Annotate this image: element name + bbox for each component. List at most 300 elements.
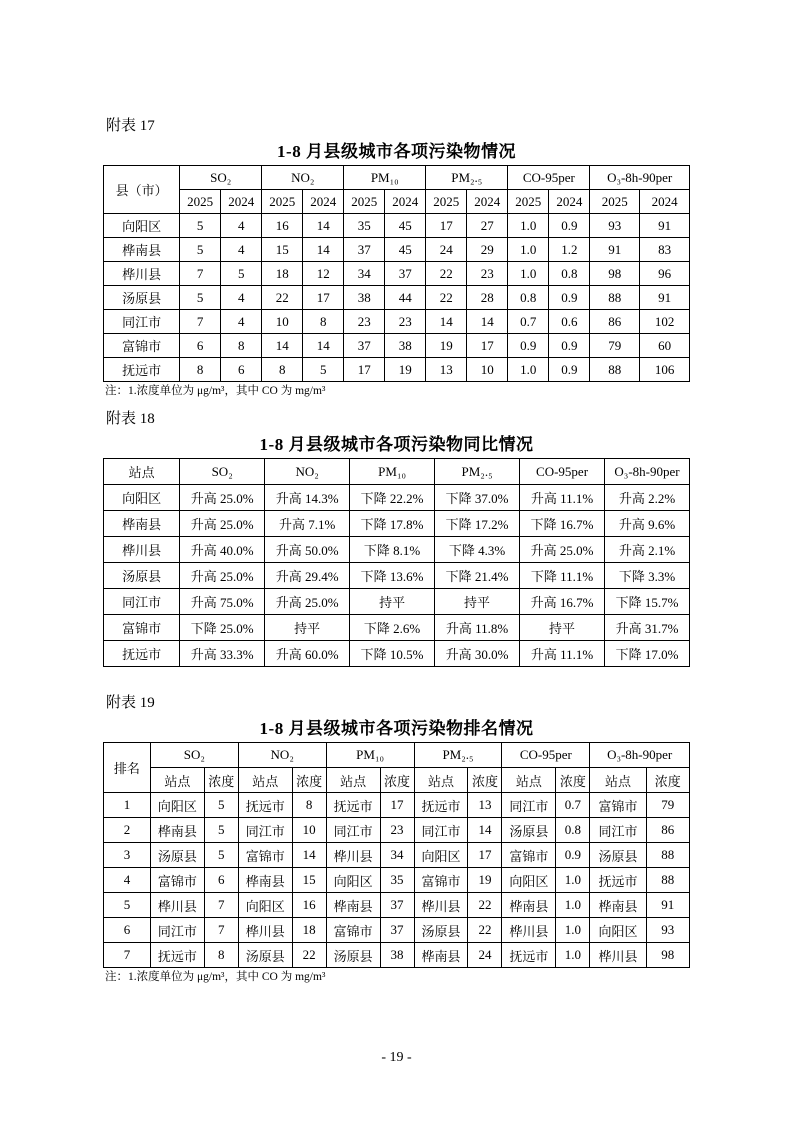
table-row [104,843,690,868]
year-header-cell: 2025 [508,190,549,214]
table-cell: 桦川县 [502,918,556,943]
table-row [104,214,690,238]
table-cell: 18 [292,918,326,943]
table-cell: 升高 2.2% [605,485,690,511]
pollutant-header-cell: PM₂.₅ [414,743,502,768]
year-header-cell: 2025 [426,190,467,214]
table-cell: 35 [344,214,385,238]
table-cell: 106 [640,358,690,382]
table-row [104,563,690,589]
table-cell: 93 [646,918,689,943]
table-cell: 汤原县 [502,818,556,843]
table-cell: 6 [221,358,262,382]
yoy-comparison-table [103,458,690,667]
table-cell: 24 [468,943,502,968]
station-header-cell: 站点 [414,768,468,793]
table-cell: 抚远市 [414,793,468,818]
table-cell: 汤原县 [414,918,468,943]
table-cell: 向阳区 [150,793,204,818]
table-cell: 0.9 [508,334,549,358]
table-cell: 7 [204,918,238,943]
table-row [104,943,690,968]
table-cell: 5 [204,818,238,843]
table-cell: 35 [380,868,414,893]
table-cell: 18 [262,262,303,286]
rank-cell: 4 [104,868,151,893]
table-cell: 桦南县 [414,943,468,968]
table-cell: 抚远市 [150,943,204,968]
table-cell: 升高 50.0% [265,537,350,563]
table-cell: 抚远市 [590,868,646,893]
table-cell: 6 [180,334,221,358]
table-cell: 5 [180,286,221,310]
table-cell: 28 [467,286,508,310]
table-cell: 汤原县 [326,943,380,968]
table-row [104,358,690,382]
table-cell: 98 [646,943,689,968]
pollutant-header-cell: CO-95per [508,166,590,190]
table-cell: 88 [590,358,640,382]
table-row [104,537,690,563]
rank-cell: 2 [104,818,151,843]
table-cell: 升高 25.0% [265,589,350,615]
table-cell: 5 [221,262,262,286]
pollutant-header-cell: CO-95per [502,743,590,768]
table-cell: 10 [262,310,303,334]
table-cell: 34 [344,262,385,286]
table-cell: 同江市 [238,818,292,843]
table-cell: 升高 30.0% [435,641,520,667]
table-cell: 汤原县 [150,843,204,868]
table-cell: 23 [467,262,508,286]
table-cell: 0.9 [549,358,590,382]
rank-cell: 3 [104,843,151,868]
table-cell: 19 [426,334,467,358]
station-header-cell: 站点 [502,768,556,793]
table-cell: 4 [221,238,262,262]
table-cell: 14 [426,310,467,334]
table-row [104,485,690,511]
station-header-cell: 站点 [150,768,204,793]
table-cell: 升高 25.0% [520,537,605,563]
table-cell: 下降 25.0% [180,615,265,641]
table-cell: 8 [262,358,303,382]
table-cell: 升高 11.8% [435,615,520,641]
table-19-label: 附表 19 [106,695,155,711]
table-cell: 升高 11.1% [520,485,605,511]
table-cell: 升高 40.0% [180,537,265,563]
table-cell: 富锦市 [590,793,646,818]
table-cell: 5 [180,214,221,238]
table-cell: 0.8 [508,286,549,310]
table-cell: 同江市 [326,818,380,843]
table-cell: 83 [640,238,690,262]
table-cell: 下降 22.2% [350,485,435,511]
table-cell: 升高 33.3% [180,641,265,667]
table-cell: 桦南县 [150,818,204,843]
pollutant-header-cell: O₃-8h-90per [605,459,690,485]
rank-cell: 5 [104,893,151,918]
table-subheader-row [104,190,690,214]
row-header-cell: 抚远市 [104,641,180,667]
table-cell: 抚远市 [326,793,380,818]
pollutant-header-cell: SO₂ [180,459,265,485]
table-cell: 0.7 [556,793,590,818]
table-cell: 13 [468,793,502,818]
table-cell: 升高 25.0% [180,485,265,511]
year-header-cell: 2025 [344,190,385,214]
table-row [104,868,690,893]
table-cell: 下降 13.6% [350,563,435,589]
table-cell: 16 [262,214,303,238]
table-row [104,918,690,943]
pollutant-levels-table [103,165,690,382]
table-cell: 0.9 [549,214,590,238]
table-cell: 38 [344,286,385,310]
table-18-title: 1-8 月县级城市各项污染物同比情况 [259,435,534,454]
table-row [104,286,690,310]
table-row [104,893,690,918]
table-17-title: 1-8 月县级城市各项污染物情况 [277,142,516,161]
table-cell: 22 [262,286,303,310]
year-header-cell: 2024 [385,190,426,214]
table-cell: 升高 11.1% [520,641,605,667]
table-cell: 34 [380,843,414,868]
table-cell: 45 [385,238,426,262]
table-cell: 14 [262,334,303,358]
table-cell: 升高 25.0% [180,511,265,537]
table-cell: 下降 17.0% [605,641,690,667]
table-cell: 17 [303,286,344,310]
table-cell: 8 [204,943,238,968]
table-cell: 14 [303,238,344,262]
row-header-cell: 同江市 [104,589,180,615]
table-cell: 1.0 [508,358,549,382]
table-cell: 同江市 [502,793,556,818]
pollutant-header-cell: O₃-8h-90per [590,743,690,768]
table-cell: 19 [385,358,426,382]
table-cell: 10 [467,358,508,382]
rank-cell: 7 [104,943,151,968]
table-row [104,334,690,358]
table-cell: 升高 14.3% [265,485,350,511]
pollutant-header-cell: PM₁₀ [350,459,435,485]
pollutant-header-cell: PM₁₀ [326,743,414,768]
table-row [104,615,690,641]
table-cell: 0.9 [556,843,590,868]
rank-cell: 6 [104,918,151,943]
table-cell: 升高 9.6% [605,511,690,537]
table-17-label: 附表 17 [106,118,155,134]
table-row [104,641,690,667]
table-cell: 27 [467,214,508,238]
year-header-cell: 2024 [467,190,508,214]
row-header-cell: 富锦市 [104,615,180,641]
table-cell: 桦川县 [326,843,380,868]
table-cell: 17 [344,358,385,382]
table-cell: 79 [646,793,689,818]
year-header-cell: 2025 [180,190,221,214]
section-table-17 [103,116,690,399]
table-cell: 1.0 [556,918,590,943]
table-row [104,262,690,286]
table-cell: 60 [640,334,690,358]
concentration-header-cell: 浓度 [380,768,414,793]
table-cell: 14 [292,843,326,868]
table-cell: 下降 17.8% [350,511,435,537]
table-cell: 7 [180,262,221,286]
row-header-cell: 桦南县 [104,511,180,537]
table-cell: 6 [204,868,238,893]
table-cell: 富锦市 [150,868,204,893]
station-header-cell: 站点 [238,768,292,793]
table-cell: 0.9 [549,334,590,358]
table-row [104,310,690,334]
row-header-cell: 桦南县 [104,238,180,262]
table-cell: 44 [385,286,426,310]
table-cell: 升高 29.4% [265,563,350,589]
table-19-title: 1-8 月县级城市各项污染物排名情况 [259,719,534,738]
table-cell: 1.0 [556,943,590,968]
table-row [104,511,690,537]
year-header-cell: 2024 [303,190,344,214]
pollutant-header-cell: SO₂ [150,743,238,768]
table-cell: 93 [590,214,640,238]
table-cell: 4 [221,310,262,334]
table-cell: 1.2 [549,238,590,262]
table-cell: 37 [380,918,414,943]
year-header-cell: 2025 [590,190,640,214]
table-cell: 桦南县 [502,893,556,918]
table-cell: 17 [426,214,467,238]
row-header-cell: 富锦市 [104,334,180,358]
table-cell: 22 [426,286,467,310]
table-cell: 16 [292,893,326,918]
table-cell: 17 [380,793,414,818]
table-cell: 10 [292,818,326,843]
table-cell: 下降 10.5% [350,641,435,667]
table-cell: 37 [385,262,426,286]
table-19-note: 注：1.浓度单位为 μg/m³，其中 CO 为 mg/m³ [105,971,326,983]
table-cell: 桦南县 [238,868,292,893]
table-cell: 富锦市 [502,843,556,868]
table-cell: 0.8 [549,262,590,286]
table-cell: 桦南县 [326,893,380,918]
table-cell: 88 [590,286,640,310]
table-cell: 富锦市 [414,868,468,893]
section-table-18 [103,409,690,667]
table-cell: 升高 16.7% [520,589,605,615]
table-cell: 持平 [265,615,350,641]
table-cell: 下降 4.3% [435,537,520,563]
year-header-cell: 2025 [262,190,303,214]
table-cell: 19 [468,868,502,893]
table-cell: 102 [640,310,690,334]
table-cell: 1.0 [508,238,549,262]
table-cell: 37 [344,334,385,358]
table-cell: 持平 [350,589,435,615]
concentration-header-cell: 浓度 [204,768,238,793]
table-cell: 桦川县 [590,943,646,968]
table-cell: 91 [640,286,690,310]
year-header-cell: 2024 [549,190,590,214]
table-cell: 下降 8.1% [350,537,435,563]
pollutant-header-cell: SO₂ [180,166,262,190]
table-cell: 8 [221,334,262,358]
table-cell: 79 [590,334,640,358]
table-cell: 桦川县 [150,893,204,918]
pollutant-header-cell: NO₂ [262,166,344,190]
table-cell: 5 [204,843,238,868]
pollutant-header-cell: PM₂.₅ [426,166,508,190]
table-cell: 下降 11.1% [520,563,605,589]
table-cell: 0.8 [556,818,590,843]
concentration-header-cell: 浓度 [556,768,590,793]
table-cell: 下降 37.0% [435,485,520,511]
table-header-row [104,743,690,768]
table-cell: 0.9 [549,286,590,310]
table-cell: 持平 [435,589,520,615]
table-row [104,589,690,615]
row-header-cell: 同江市 [104,310,180,334]
table-cell: 14 [303,334,344,358]
corner-header-cell: 县（市） [104,166,180,214]
rank-cell: 1 [104,793,151,818]
table-cell: 持平 [520,615,605,641]
table-cell: 下降 21.4% [435,563,520,589]
table-cell: 17 [468,843,502,868]
table-cell: 升高 75.0% [180,589,265,615]
table-cell: 22 [468,893,502,918]
table-cell: 升高 2.1% [605,537,690,563]
table-cell: 88 [646,843,689,868]
table-cell: 45 [385,214,426,238]
table-cell: 桦南县 [590,893,646,918]
table-cell: 22 [426,262,467,286]
table-cell: 富锦市 [238,843,292,868]
station-header-cell: 站点 [326,768,380,793]
table-cell: 91 [590,238,640,262]
ranking-table [103,742,690,968]
table-cell: 同江市 [414,818,468,843]
table-cell: 升高 31.7% [605,615,690,641]
table-cell: 向阳区 [502,868,556,893]
table-header-row [104,459,690,485]
pollutant-header-cell: NO₂ [265,459,350,485]
row-header-cell: 桦川县 [104,537,180,563]
table-cell: 抚远市 [502,943,556,968]
row-header-cell: 向阳区 [104,485,180,511]
pollutant-header-cell: PM₁₀ [344,166,426,190]
table-cell: 7 [204,893,238,918]
table-cell: 14 [303,214,344,238]
table-cell: 91 [640,214,690,238]
table-cell: 5 [303,358,344,382]
table-cell: 0.7 [508,310,549,334]
table-cell: 13 [426,358,467,382]
table-cell: 7 [180,310,221,334]
table-cell: 38 [380,943,414,968]
table-cell: 15 [262,238,303,262]
table-cell: 22 [292,943,326,968]
table-cell: 下降 15.7% [605,589,690,615]
table-cell: 抚远市 [238,793,292,818]
table-cell: 29 [467,238,508,262]
table-cell: 升高 60.0% [265,641,350,667]
table-cell: 12 [303,262,344,286]
table-cell: 下降 2.6% [350,615,435,641]
row-header-cell: 抚远市 [104,358,180,382]
section-table-19 [103,693,690,985]
table-cell: 1.0 [556,868,590,893]
page-number: - 19 - [381,1050,412,1065]
table-cell: 富锦市 [326,918,380,943]
table-cell: 24 [426,238,467,262]
table-cell: 1.0 [556,893,590,918]
table-cell: 1.0 [508,214,549,238]
table-header-row [104,166,690,190]
table-cell: 升高 7.1% [265,511,350,537]
table-cell: 汤原县 [590,843,646,868]
table-cell: 86 [590,310,640,334]
row-header-cell: 桦川县 [104,262,180,286]
table-cell: 下降 17.2% [435,511,520,537]
table-row [104,238,690,262]
table-cell: 升高 25.0% [180,563,265,589]
table-cell: 8 [292,793,326,818]
table-cell: 14 [468,818,502,843]
table-cell: 23 [344,310,385,334]
table-cell: 同江市 [150,918,204,943]
table-cell: 37 [344,238,385,262]
year-header-cell: 2024 [640,190,690,214]
pollutant-header-cell: PM₂.₅ [435,459,520,485]
year-header-cell: 2024 [221,190,262,214]
row-header-cell: 向阳区 [104,214,180,238]
concentration-header-cell: 浓度 [292,768,326,793]
table-cell: 同江市 [590,818,646,843]
pollutant-header-cell: NO₂ [238,743,326,768]
table-cell: 0.6 [549,310,590,334]
table-cell: 88 [646,868,689,893]
corner-header-cell: 排名 [104,743,151,793]
table-cell: 5 [204,793,238,818]
concentration-header-cell: 浓度 [468,768,502,793]
table-cell: 向阳区 [238,893,292,918]
table-cell: 14 [467,310,508,334]
table-cell: 8 [303,310,344,334]
table-cell: 桦川县 [238,918,292,943]
table-cell: 4 [221,214,262,238]
table-cell: 23 [380,818,414,843]
table-cell: 向阳区 [590,918,646,943]
pollutant-header-cell: O₃-8h-90per [590,166,690,190]
table-cell: 8 [180,358,221,382]
table-cell: 98 [590,262,640,286]
table-cell: 向阳区 [414,843,468,868]
concentration-header-cell: 浓度 [646,768,689,793]
table-cell: 38 [385,334,426,358]
row-header-cell: 汤原县 [104,286,180,310]
table-17-note: 注：1.浓度单位为 μg/m³，其中 CO 为 mg/m³ [105,385,326,397]
table-cell: 1.0 [508,262,549,286]
table-cell: 下降 16.7% [520,511,605,537]
table-cell: 23 [385,310,426,334]
table-cell: 91 [646,893,689,918]
table-cell: 汤原县 [238,943,292,968]
table-cell: 96 [640,262,690,286]
table-row [104,793,690,818]
